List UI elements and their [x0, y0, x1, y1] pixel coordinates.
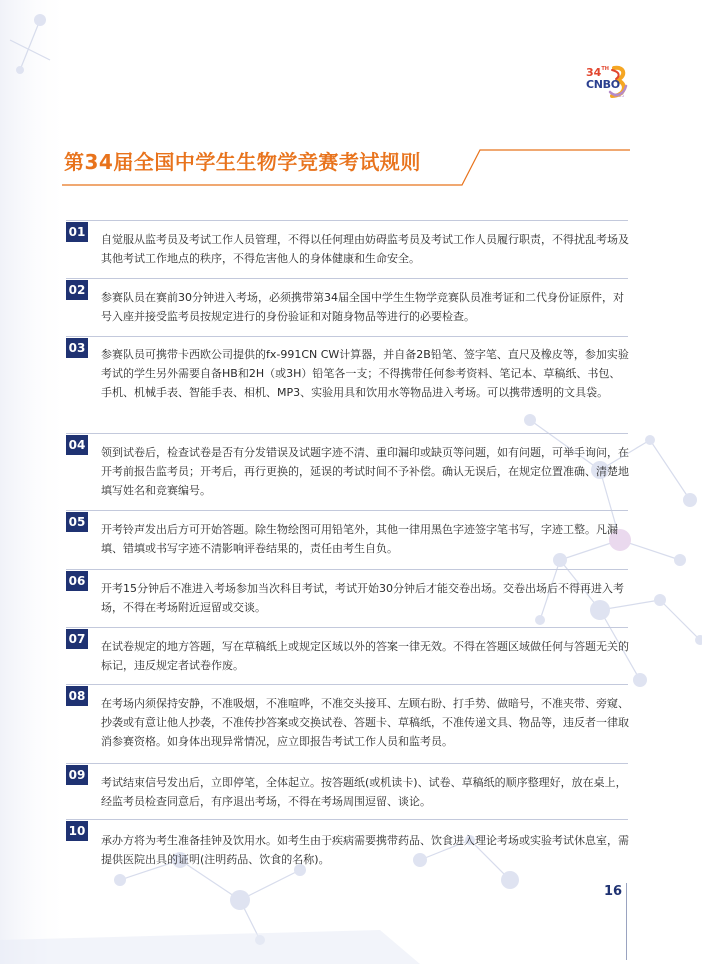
logo-acronym: CNBO	[586, 78, 620, 91]
page-title: 第34届全国中学生生物学竞赛考试规则	[64, 150, 421, 174]
rule-divider	[66, 627, 628, 628]
rule-number-badge: 06	[66, 571, 88, 591]
logo-number: 34TH	[586, 66, 609, 79]
rule-number-badge: 04	[66, 435, 88, 455]
rule-text: 开考15分钟后不准进入考场参加当次科目考试，考试开始30分钟后才能交卷出场。交卷出场后不得再进入考场，不得在考场附近逗留或交谈。	[101, 582, 624, 614]
rule-number-badge: 10	[66, 821, 88, 841]
rule-text: 参赛队员在赛前30分钟进入考场，必须携带第34届全国中学生生物学竞赛队员准考证和二代身份证原件，对号入座并接受监考员按规定进行的身份验证和对随身物品等进行的必要检查。	[101, 291, 624, 323]
rule-divider	[66, 819, 628, 820]
rule-divider	[66, 336, 628, 337]
rule-text: 开考铃声发出后方可开始答题。除生物绘图可用铅笔外，其他一律用黑色字迹签字笔书写，字迹工整。凡漏填、错填或书写字迹不清影响评卷结果的，责任由考生自负。	[101, 523, 618, 555]
rule-text: 在考场内须保持安静，不准吸烟，不准喧哗，不准交头接耳、左顾右盼、打手势、做暗号，不准夹带、旁窥、抄袭或有意让他人抄袭，不准传抄答案或交换试卷、答题卡、草稿纸，不准传递文具、物品等，违反者一律取消参赛资格。如身体出现异常情况，应立即报告考试工作人员和监考员。	[101, 697, 629, 748]
rule-number-badge: 07	[66, 629, 88, 649]
rule-divider	[66, 763, 628, 764]
rule-divider	[66, 569, 628, 570]
rule-number-badge: 02	[66, 280, 88, 300]
page-number: 16	[604, 884, 623, 899]
rule-divider	[66, 433, 628, 434]
rule-number-badge: 08	[66, 686, 88, 706]
rule-text: 领到试卷后，检查试卷是否有分发错误及试题字迹不清、重印漏印或缺页等问题，如有问题，可举手询问，在开考前报告监考员；开考后，再行更换的，延误的考试时间不予补偿。确认无误后，在规定位置准确、清楚地填写姓名和竞赛编号。	[101, 446, 629, 497]
rule-text: 自觉服从监考员及考试工作人员管理，不得以任何理由妨碍监考员及考试工作人员履行职责，不得扰乱考场及其他考试工作地点的秩序，不得危害他人的身体健康和生命安全。	[101, 233, 629, 265]
page-number-bar	[626, 883, 627, 960]
rule-divider	[66, 278, 628, 279]
rule-divider	[66, 220, 628, 221]
rule-number-badge: 01	[66, 222, 88, 242]
rule-text: 承办方将为考生准备挂钟及饮用水。如考生由于疾病需要携带药品、饮食进入理论考场或实验考试休息室，需提供医院出具的证明(注明药品、饮食的名称)。	[101, 834, 629, 866]
rule-text: 考试结束信号发出后，立即停笔，全体起立。按答题纸(或机读卡)、试卷、草稿纸的顺序整理好，放在桌上，经监考员检查同意后，有序退出考场，不得在考场周围逗留、谈论。	[101, 776, 627, 808]
rule-text: 在试卷规定的地方答题，写在草稿纸上或规定区域以外的答案一律无效。不得在答题区域做任何与答题无关的标记，违反规定者试卷作废。	[101, 640, 629, 672]
rule-number-badge: 03	[66, 338, 88, 358]
rule-number-badge: 05	[66, 512, 88, 532]
logo-year: 2025	[614, 93, 625, 98]
rule-divider	[66, 510, 628, 511]
cnbo-logo	[586, 62, 630, 102]
rule-number-badge: 09	[66, 765, 88, 785]
rule-text: 参赛队员可携带卡西欧公司提供的fx-991CN CW计算器，并自备2B铅笔、签字笔、直尺及橡皮等，参加实验考试的学生另外需要自备HB和2H（或3H）铅笔各一支；不得携带任何参考资料、笔记本、草稿纸、书包、手机、机械手表、智能手表、相机、MP3、实验用具和饮用水等物品进入考场。可以携带透明的文具袋。	[101, 348, 629, 399]
rule-divider	[66, 684, 628, 685]
